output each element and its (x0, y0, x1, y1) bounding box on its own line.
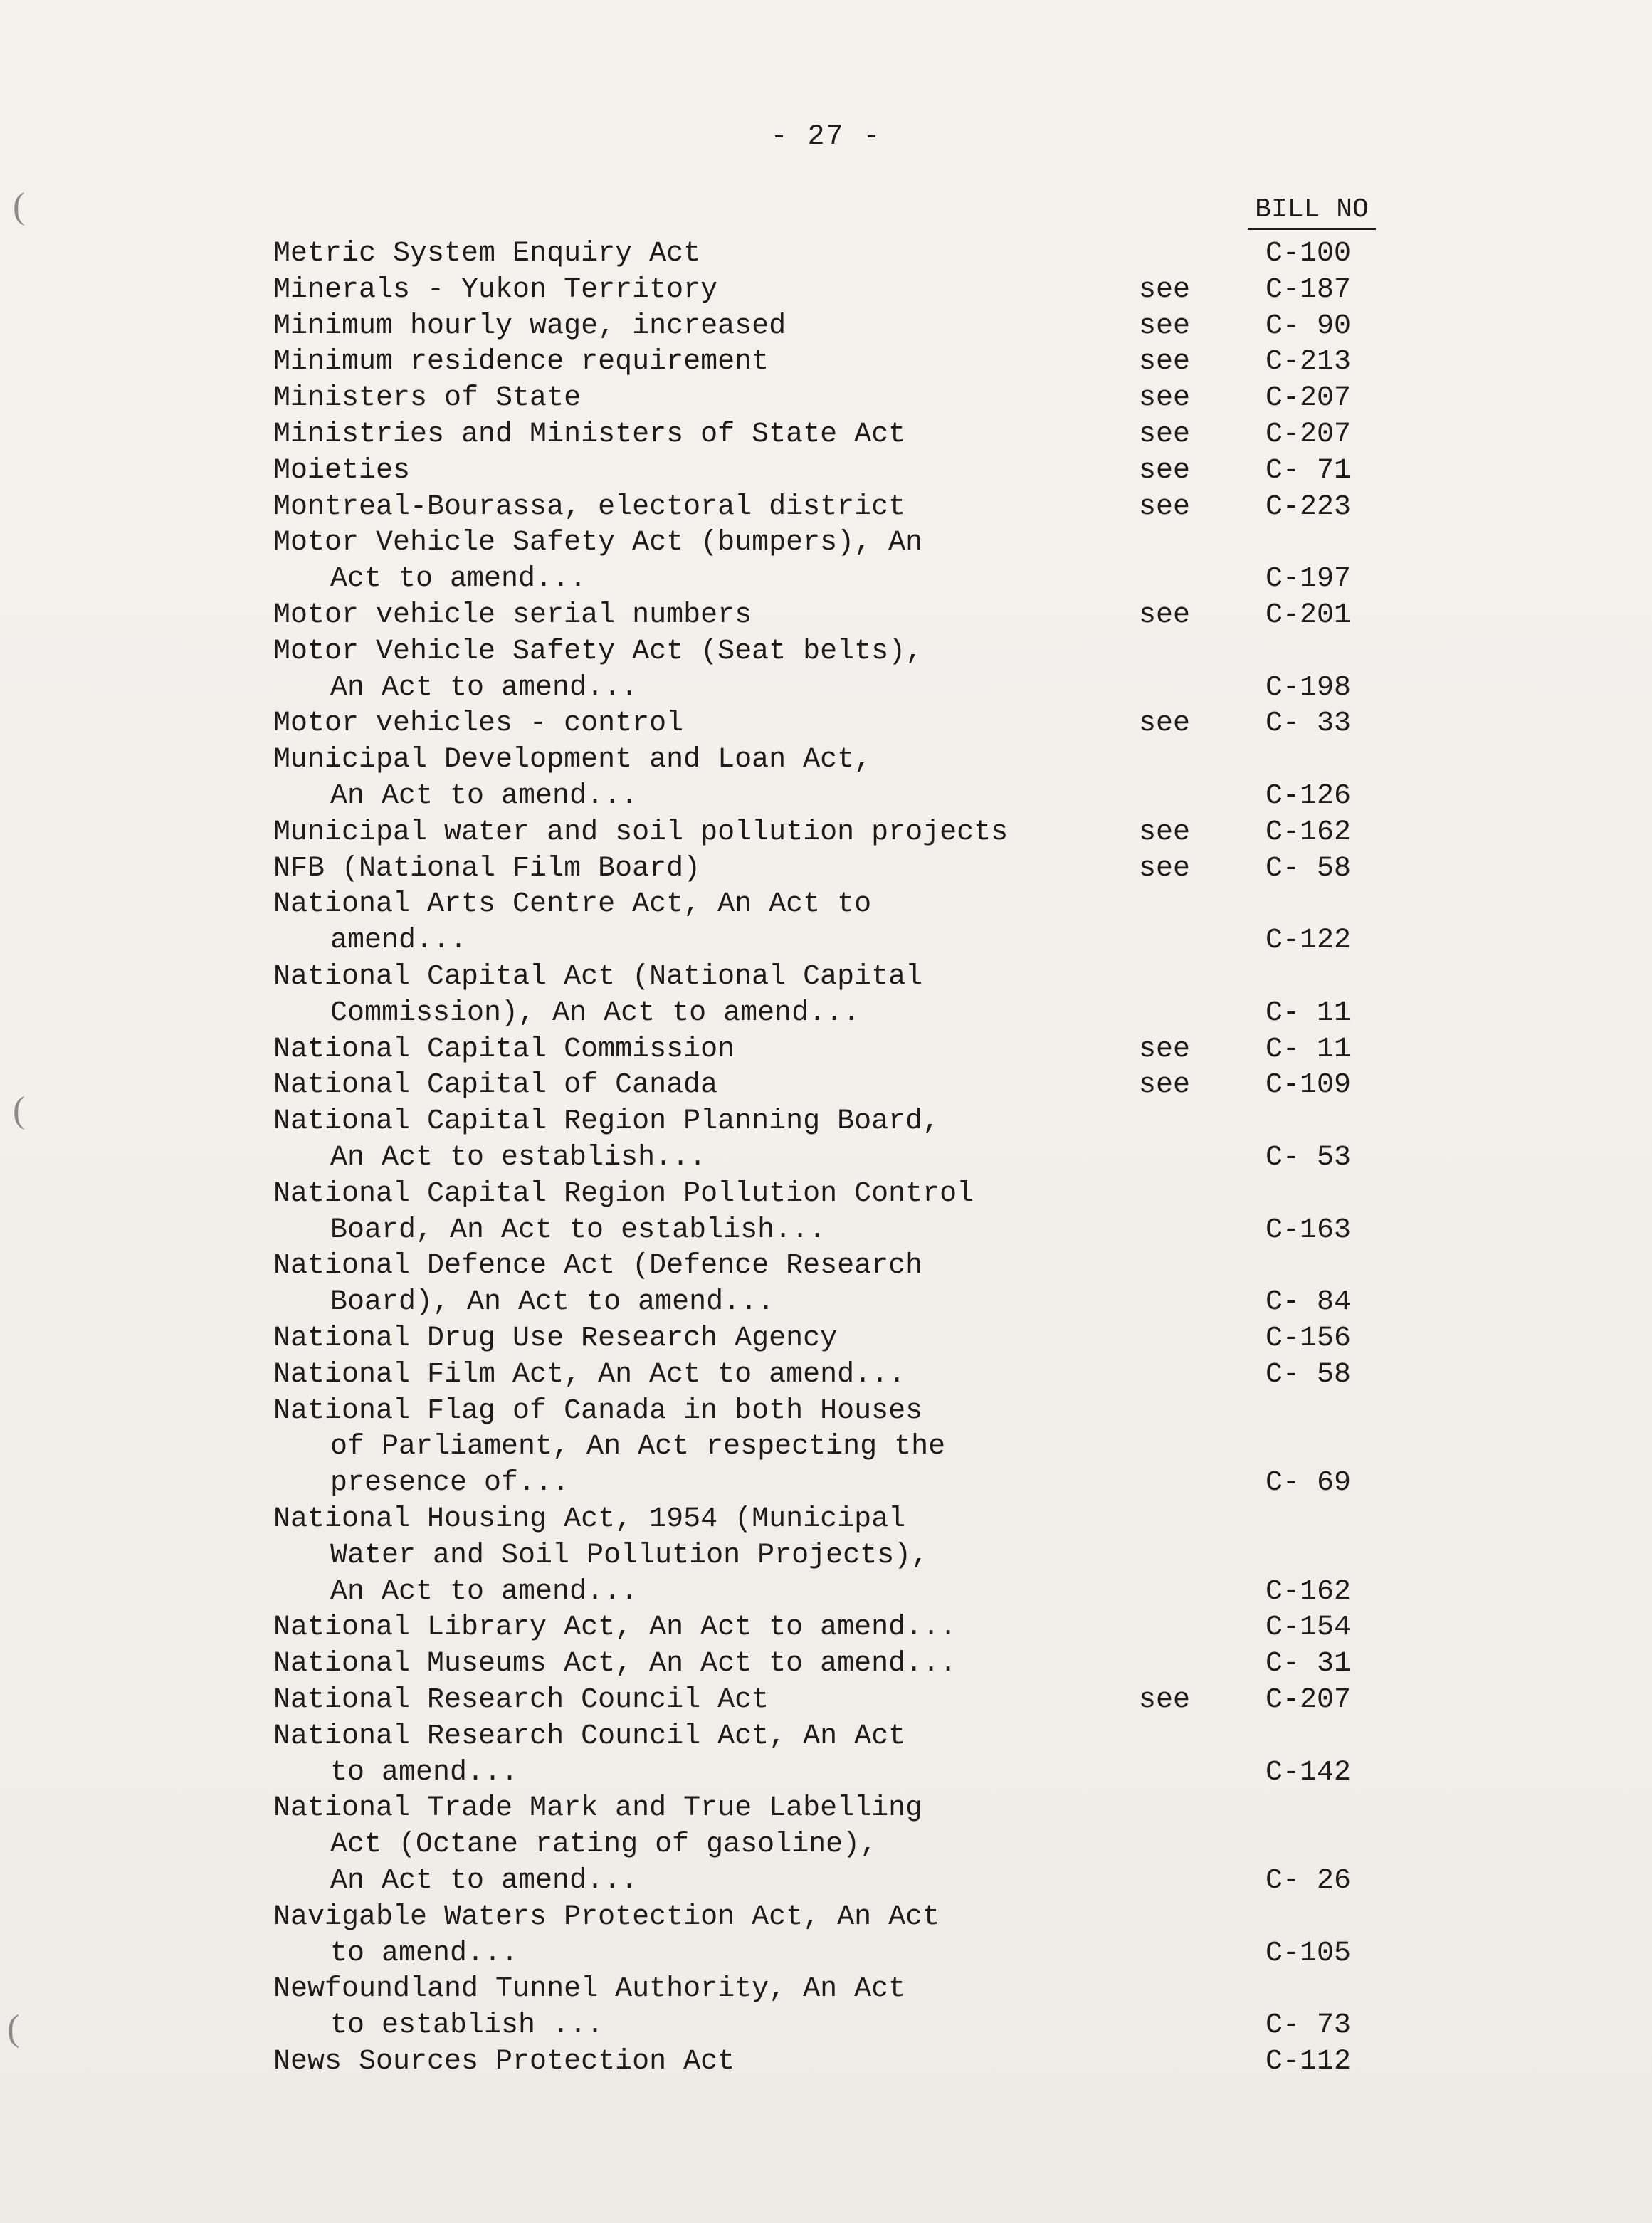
bill-number: C-109 (1266, 1069, 1352, 1102)
entry-title: National Drug Use Research Agency (273, 1323, 838, 1355)
margin-bracket-mark: ( (13, 1090, 26, 1130)
bill-number: C- 33 (1266, 708, 1352, 740)
bill-number: C-122 (1266, 925, 1352, 957)
margin-bracket-mark: ( (7, 2008, 20, 2049)
see-reference: see (1139, 454, 1191, 487)
index-entry (273, 1790, 1626, 1898)
index-entry (273, 1067, 1626, 1103)
entry-title: Newfoundland Tunnel Authority, An Act (273, 1973, 906, 2006)
entry-title: National Flag of Canada in both Houses (273, 1394, 923, 1427)
entry-continuation: Water and Soil Pollution Projects), (330, 1539, 929, 1572)
index-entry (273, 1971, 1626, 2044)
bill-number: C-163 (1266, 1214, 1352, 1246)
see-reference: see (1139, 852, 1191, 885)
entry-title: Motor Vehicle Safety Act (Seat belts), (273, 635, 923, 668)
bill-number: C- 58 (1266, 852, 1352, 885)
bill-number: C- 71 (1266, 454, 1352, 487)
bill-number: C- 58 (1266, 1358, 1352, 1391)
entry-title: NFB (National Film Board) (273, 852, 701, 885)
index-entry (273, 272, 1626, 308)
entry-title: Municipal water and soil pollution projects (273, 816, 1009, 848)
bill-number: C-162 (1266, 816, 1352, 848)
bill-number: C-207 (1266, 382, 1352, 415)
bill-number: C- 73 (1266, 2009, 1352, 2042)
entry-continuation: An Act to amend... (330, 779, 638, 812)
index-entry (273, 236, 1626, 272)
index-entry (273, 1609, 1626, 1646)
index-entry (273, 380, 1626, 416)
bill-number: C- 90 (1266, 310, 1352, 342)
bill-number: C- 84 (1266, 1286, 1352, 1319)
entry-title: National Housing Act, 1954 (Municipal (273, 1503, 906, 1535)
bill-number: C-154 (1266, 1612, 1352, 1644)
bill-number: C- 11 (1266, 1033, 1352, 1066)
see-reference: see (1139, 310, 1191, 342)
index-entry (273, 634, 1626, 706)
bill-number: C-156 (1266, 1323, 1352, 1355)
bill-number: C- 11 (1266, 997, 1352, 1029)
see-reference: see (1139, 816, 1191, 848)
entry-continuation: Act to amend... (330, 563, 587, 596)
entry-title: Minimum residence requirement (273, 346, 769, 379)
bill-number: C-223 (1266, 490, 1352, 523)
entry-title: National Arts Centre Act, An Act to (273, 888, 872, 921)
entry-continuation: Board), An Act to amend... (330, 1286, 775, 1319)
entry-title: Motor Vehicle Safety Act (bumpers), An (273, 527, 923, 559)
entry-title: Moieties (273, 454, 411, 487)
entry-title: National Film Act, An Act to amend... (273, 1358, 906, 1391)
bill-number: C- 69 (1266, 1467, 1352, 1500)
entry-continuation: to amend... (330, 1756, 519, 1789)
entry-title: News Sources Protection Act (273, 2046, 735, 2078)
index-entry (273, 2044, 1626, 2080)
entry-title: National Trade Mark and True Labelling (273, 1792, 923, 1825)
bill-number: C-207 (1266, 1684, 1352, 1716)
entry-title: Motor vehicles - control (273, 708, 684, 740)
entry-continuation: Act (Octane rating of gasoline), (330, 1829, 878, 1861)
see-reference: see (1139, 1033, 1191, 1066)
see-reference: see (1139, 346, 1191, 379)
bill-number: C-198 (1266, 671, 1352, 704)
entry-title: Ministers of State (273, 382, 582, 415)
see-reference: see (1139, 273, 1191, 306)
entry-title: National Capital Region Pollution Control (273, 1177, 974, 1210)
entry-continuation: An Act to establish... (330, 1141, 707, 1174)
index-entry (273, 597, 1626, 634)
index-entry (273, 1320, 1626, 1357)
bill-number: C- 26 (1266, 1864, 1352, 1897)
index-entry (273, 489, 1626, 525)
index-entry (273, 1501, 1626, 1609)
entry-continuation: of Parliament, An Act respecting the (330, 1431, 946, 1463)
bill-number: C- 53 (1266, 1141, 1352, 1174)
entry-title: National Research Council Act, An Act (273, 1720, 906, 1752)
entry-title: Ministries and Ministers of State Act (273, 419, 906, 451)
see-reference: see (1139, 599, 1191, 631)
see-reference: see (1139, 1069, 1191, 1102)
entry-continuation: amend... (330, 925, 468, 957)
entry-title: Minimum hourly wage, increased (273, 310, 786, 342)
bill-number: C- 31 (1266, 1648, 1352, 1681)
index-entry (273, 1248, 1626, 1320)
page-number: - 27 - (770, 121, 882, 153)
bill-no-column-header: BILL NO (1248, 194, 1376, 230)
see-reference: see (1139, 708, 1191, 740)
bill-number: C-162 (1266, 1575, 1352, 1608)
index-entry (273, 1357, 1626, 1393)
index-entry (273, 959, 1626, 1031)
index-entry (273, 416, 1626, 453)
bill-number: C-207 (1266, 419, 1352, 451)
entry-continuation: Board, An Act to establish... (330, 1214, 826, 1246)
entry-continuation: An Act to amend... (330, 1864, 638, 1897)
bill-number: C-213 (1266, 346, 1352, 379)
bill-number: C-142 (1266, 1756, 1352, 1789)
bill-number: C-100 (1266, 238, 1352, 270)
index-entry (273, 886, 1626, 959)
see-reference: see (1139, 490, 1191, 523)
index-entry (273, 453, 1626, 489)
bill-number: C-187 (1266, 273, 1352, 306)
index-entry (273, 1031, 1626, 1068)
entry-title: Metric System Enquiry Act (273, 238, 701, 270)
bill-number: C-197 (1266, 563, 1352, 596)
entry-title: National Defence Act (Defence Research (273, 1250, 923, 1283)
entry-title: Minerals - Yukon Territory (273, 273, 718, 306)
bill-number: C-126 (1266, 779, 1352, 812)
bill-number: C-201 (1266, 599, 1352, 631)
index-entry (273, 308, 1626, 345)
index-entry (273, 1393, 1626, 1501)
index-entry (273, 1682, 1626, 1718)
entry-title: National Research Council Act (273, 1684, 769, 1716)
index-entry (273, 1899, 1626, 1972)
entry-title: National Capital Commission (273, 1033, 735, 1066)
index-entry (273, 1103, 1626, 1176)
entry-title: Navigable Waters Protection Act, An Act (273, 1901, 940, 1933)
entry-continuation: An Act to amend... (330, 1575, 638, 1608)
entry-title: National Capital of Canada (273, 1069, 718, 1102)
entry-continuation: to amend... (330, 1937, 519, 1970)
entry-title: National Capital Region Planning Board, (273, 1105, 940, 1138)
bill-number: C-112 (1266, 2046, 1352, 2078)
entry-title: Municipal Development and Loan Act, (273, 744, 872, 777)
see-reference: see (1139, 382, 1191, 415)
entry-continuation: An Act to amend... (330, 671, 638, 704)
entry-title: Motor vehicle serial numbers (273, 599, 752, 631)
index-entry (273, 814, 1626, 851)
bill-number: C-105 (1266, 1937, 1352, 1970)
index-entry (273, 1718, 1626, 1791)
entry-continuation: Commission), An Act to amend... (330, 997, 861, 1029)
entry-continuation: to establish ... (330, 2009, 604, 2042)
entry-title: National Library Act, An Act to amend... (273, 1612, 957, 1644)
index-entry (273, 344, 1626, 380)
index-entry (273, 1646, 1626, 1682)
index-entry (273, 851, 1626, 887)
margin-bracket-mark: ( (13, 186, 26, 226)
see-reference: see (1139, 419, 1191, 451)
index-entry (273, 705, 1626, 742)
entry-title: Montreal-Bourassa, electoral district (273, 490, 906, 523)
see-reference: see (1139, 1684, 1191, 1716)
entry-title: National Capital Act (National Capital (273, 961, 923, 993)
index-entry (273, 1176, 1626, 1249)
index-entry (273, 742, 1626, 814)
entry-continuation: presence of... (330, 1467, 570, 1500)
entry-title: National Museums Act, An Act to amend... (273, 1648, 957, 1681)
index-entry (273, 525, 1626, 597)
